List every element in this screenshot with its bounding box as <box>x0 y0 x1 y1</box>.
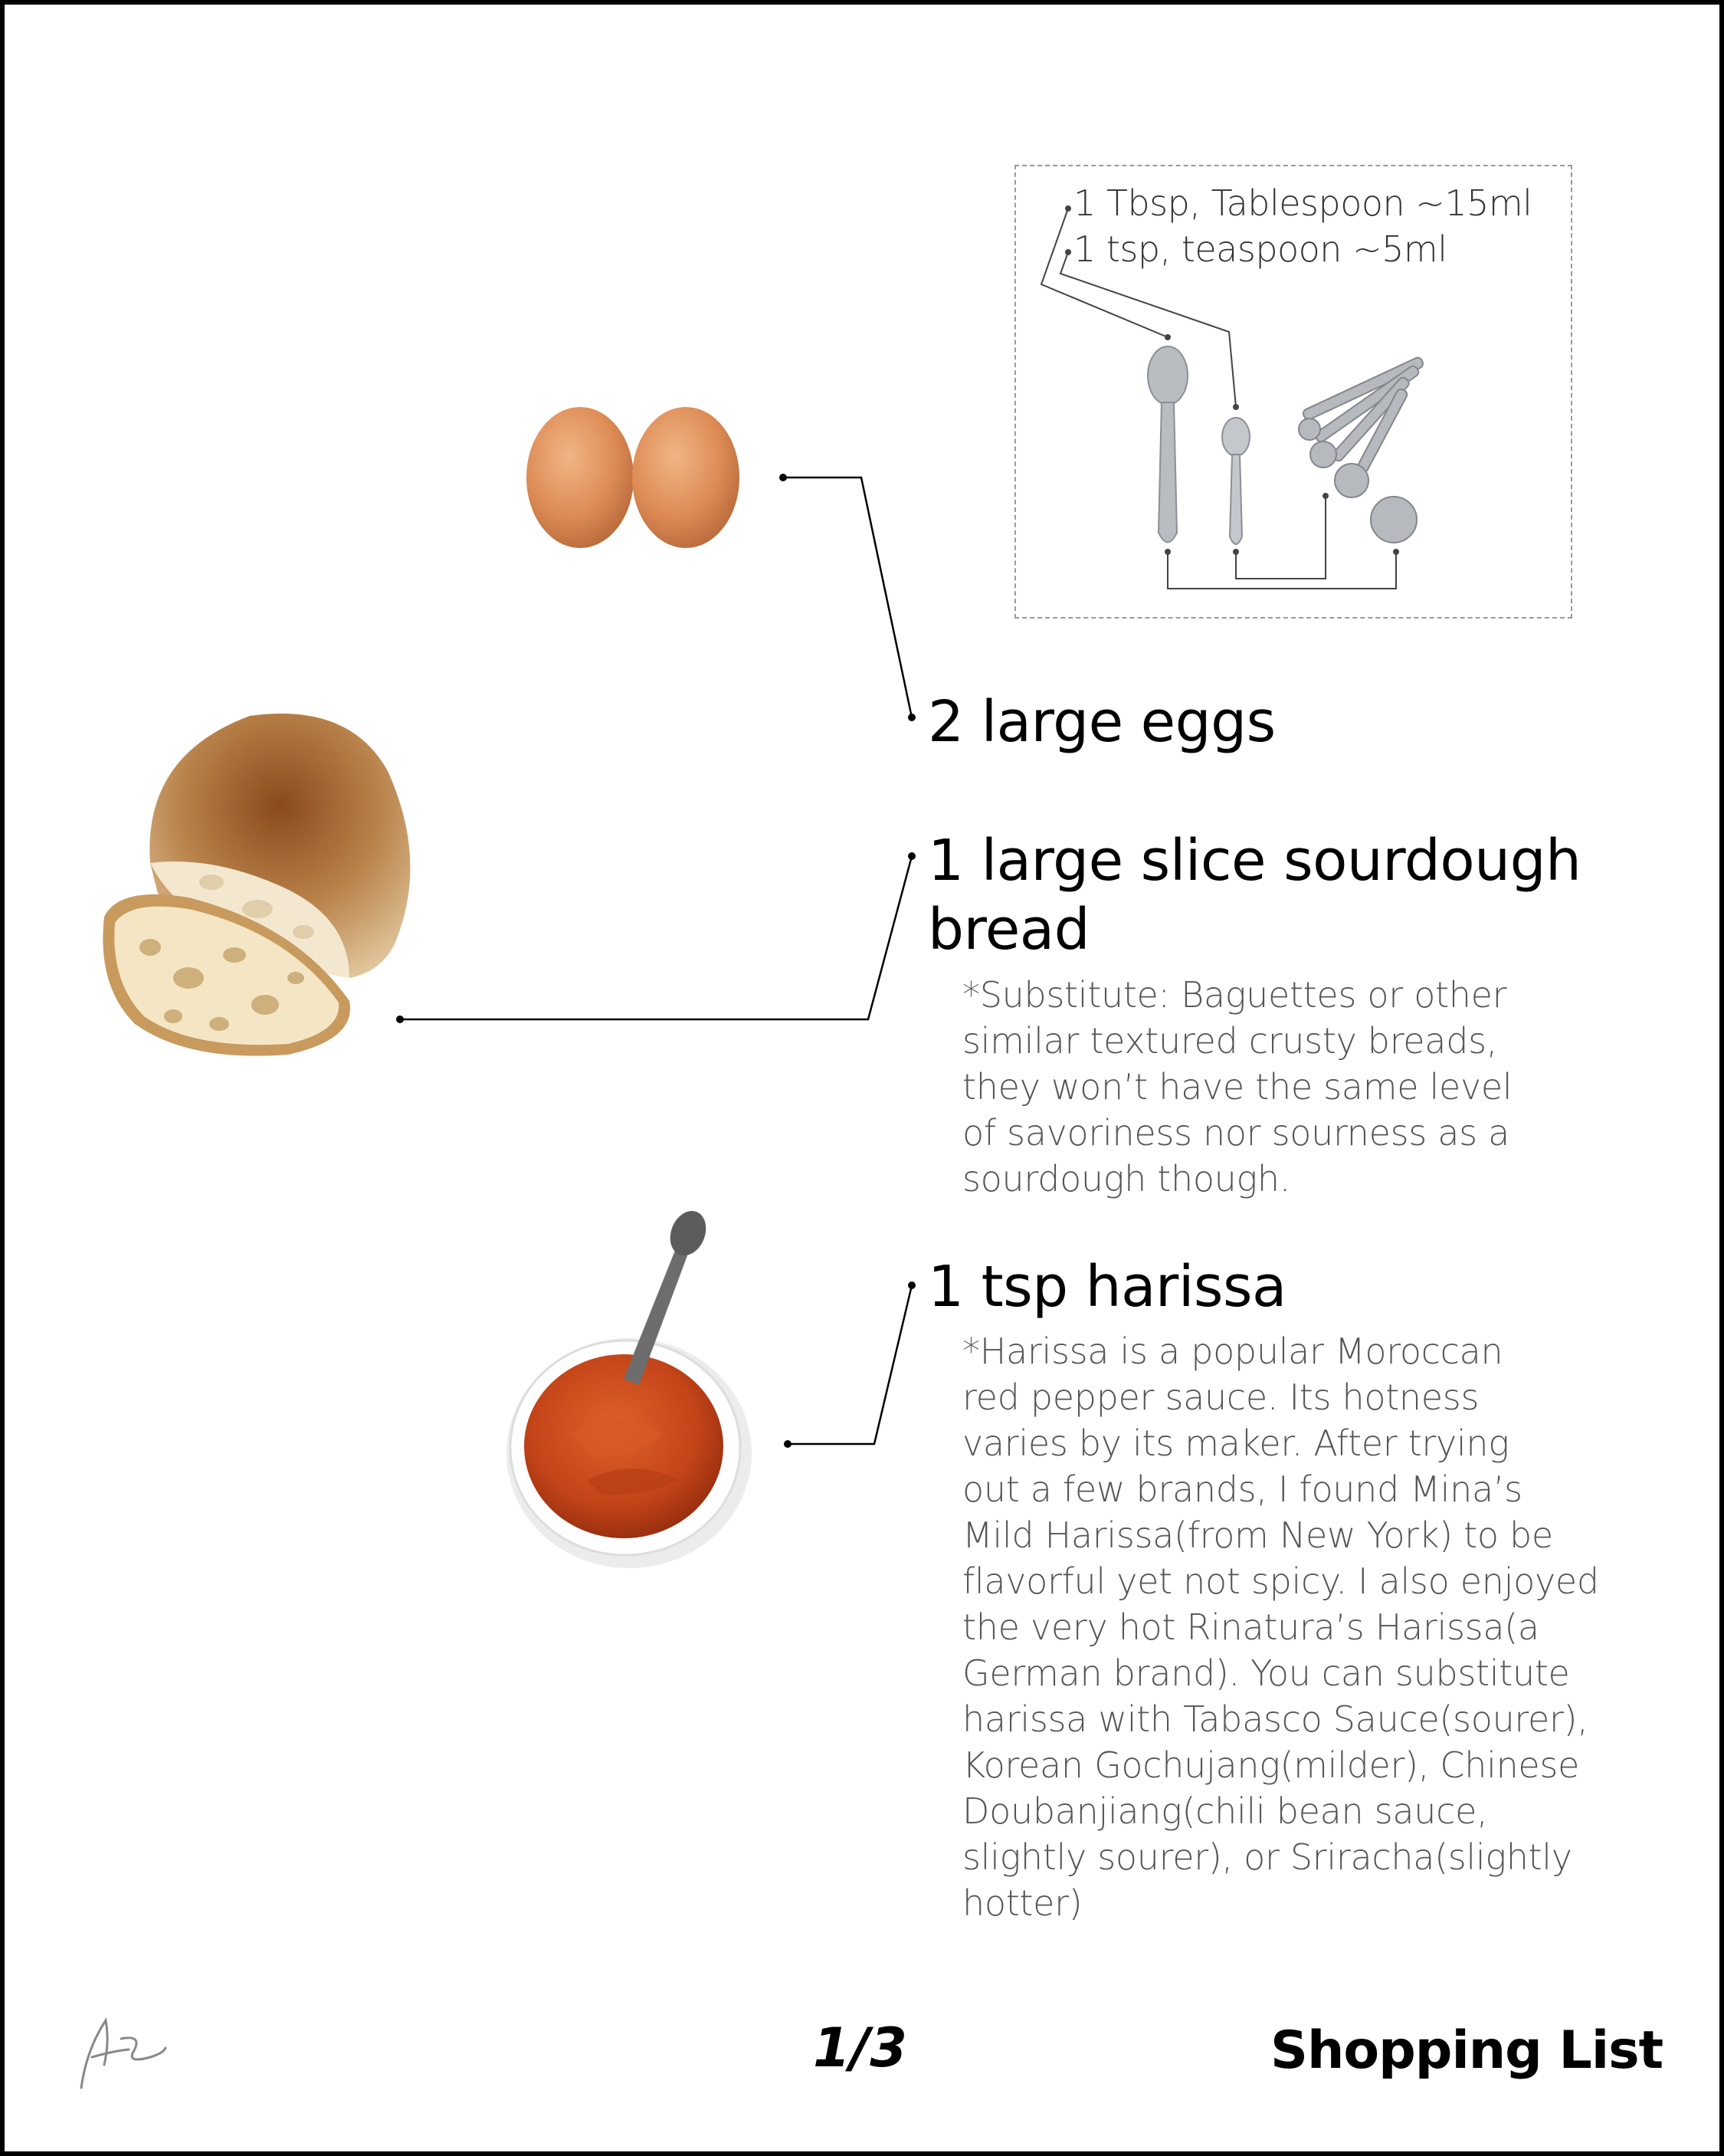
ingredient-title-bread: 1 large slice sourdough bread <box>928 828 1581 963</box>
page-number: 1/3 <box>813 2017 907 2079</box>
eggs-image <box>519 399 749 553</box>
harissa-bowl-image <box>503 1204 755 1580</box>
sourdough-bread-image <box>97 702 464 1070</box>
teaspoon-label: 1 tsp, teaspoon ~5ml <box>1073 228 1447 270</box>
ingredient-note-harissa: *Harissa is a popular Moroccan red pepper sauce. Its hotness varies by its maker. After trying out a few brands, I found Mina’s Mild Harissa(from New York) to be flavorful yet not spicy. I also enjoyed the very hot Rinatura’s Harissa(a German brand). You can substitute harissa with Tabasco Sauce(sourer), Korean Gochujang(milder), Chinese Doubanjiang(chili bean sauce, slightly sourer), or Sriracha(slightly hotter) <box>962 1331 1599 1924</box>
ingredient-title-harissa: 1 tsp harissa <box>928 1254 1286 1320</box>
ingredient-title-eggs: 2 large eggs <box>928 689 1276 755</box>
tablespoon-label: 1 Tbsp, Tablespoon ~15ml <box>1073 182 1532 224</box>
ingredient-note-bread: *Substitute: Baguettes or other similar textured crusty breads, they won’t have the same level of savoriness nor sourness as a sourdough though. <box>962 974 1513 1199</box>
measuring-spoons-image <box>1014 165 1572 619</box>
signature-mark <box>75 2011 175 2095</box>
section-title: Shopping List <box>1270 2020 1663 2081</box>
